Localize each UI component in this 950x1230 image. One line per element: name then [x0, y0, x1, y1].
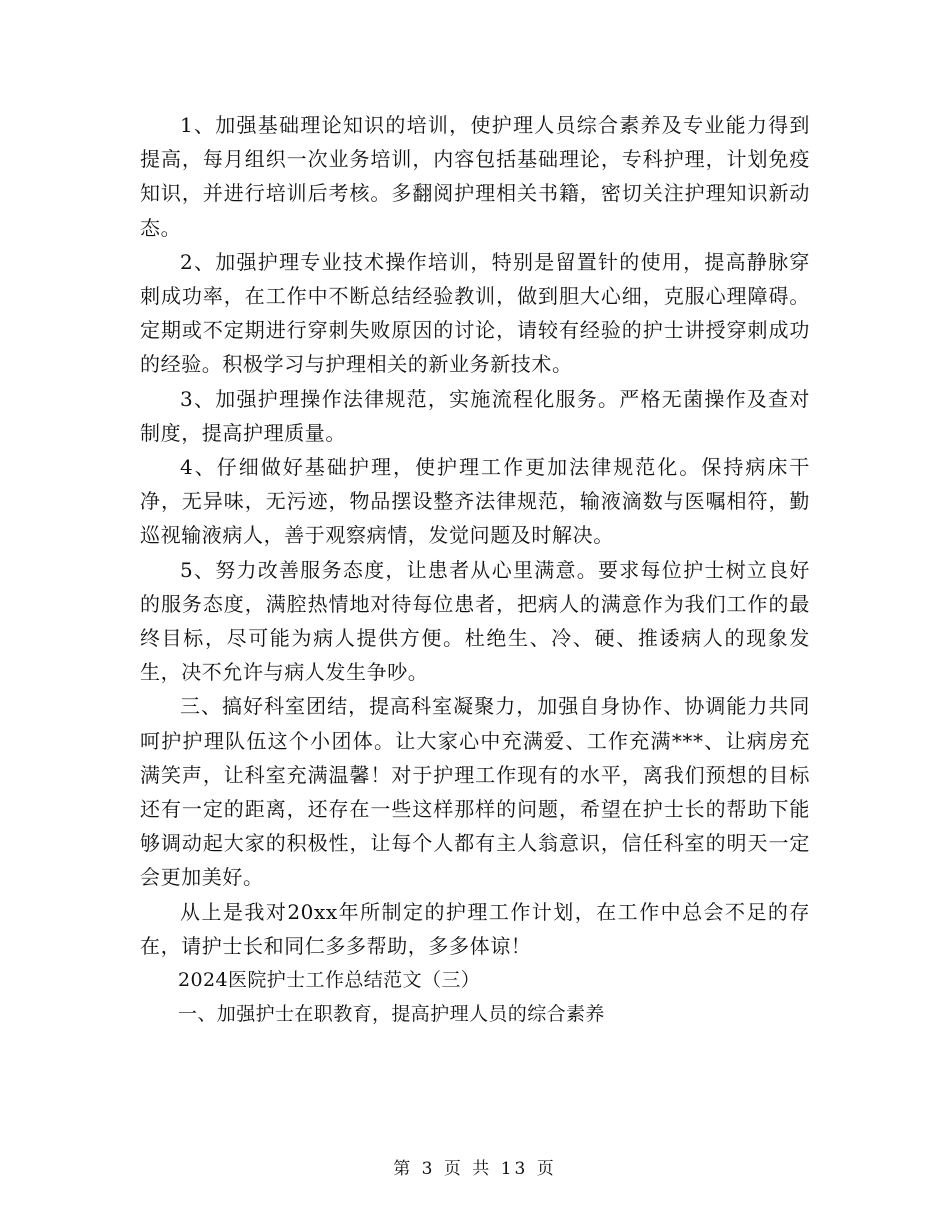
paragraph-training: 1、加强基础理论知识的培训，使护理人员综合素养及专业能力得到提高，每月组织一次业务培训，内容包括基础理论，专科护理，计划免疫知识，并进行培训后考核。多翻阅护理相关书籍，密切关注护理知识新动态。	[140, 113, 810, 240]
document-body	[140, 108, 810, 1031]
section-title: 2024医院护士工作总结范文（三）	[178, 969, 481, 992]
paragraph-procedure: 3、加强护理操作法律规范，实施流程化服务。严格无菌操作及查对制度，提高护理质量。	[140, 386, 810, 445]
paragraph-service-attitude: 5、努力改善服务态度，让患者从心里满意。要求每位护士树立良好的服务态度，满腔热情地对待每位患者，把病人的满意作为我们工作的最终目标，尽可能为病人提供方便。杜绝生、冷、硬、推诿病人的现象发生，决不允许与病人发生争吵。	[140, 557, 810, 685]
paragraph-skill-training: 2、加强护理专业技术操作培训，特别是留置针的使用，提高静脉穿刺成功率，在工作中不断总结经验教训，做到胆大心细，克服心理障碍。定期或不定期进行穿刺失败原因的讨论，请较有经验的护士讲授穿刺成功的经验。积极学习与护理相关的新业务新技术。	[140, 249, 810, 377]
paragraph-basic-care: 4、仔细做好基础护理，使护理工作更加法律规范化。保持病床干净，无异味，无污迹，物品摆设整齐法律规范，输液滴数与医嘱相符，勤巡视输液病人，善于观察病情，发觉问题及时解决。	[140, 455, 810, 548]
page-number: 第 3 页 共 13 页	[393, 1159, 557, 1179]
paragraph-team-unity: 三、搞好科室团结，提高科室凝聚力，加强自身协作、协调能力共同呵护护理队伍这个小团体。让大家心中充满爱、工作充满***、让病房充满笑声，让科室充满温馨！对于护理工作现有的水平，离我们预想的目标还有一定的距离，还存在一些这样那样的问题，希望在护士长的帮助下能够调动起大家的积极性，让每个人都有主人翁意识，信任科室的明天一定会更加美好。	[140, 694, 810, 890]
paragraph-conclusion: 从上是我对20xx年所制定的护理工作计划，在工作中总会不足的存在，请护士长和同仁多多帮助，多多体谅！	[140, 899, 810, 958]
section-subtitle: 一、加强护士在职教育，提高护理人员的综合素养	[178, 1003, 605, 1026]
